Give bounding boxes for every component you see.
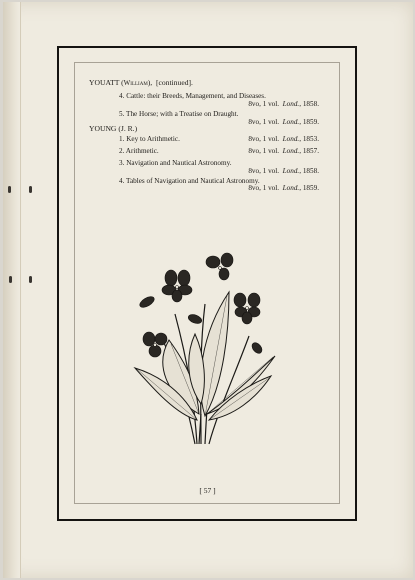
violet-flower — [206, 253, 233, 280]
entry-details: 8vo, 1 vol. Lond., 1857. — [248, 147, 319, 155]
binding-hole — [9, 276, 12, 283]
entry-details: 8vo, 1 vol. Lond., 1858. — [248, 100, 319, 108]
author-heading: YOUNG (J. R.) — [89, 124, 138, 133]
catalog-text — [0, 0, 415, 200]
entry-details: 8vo, 1 vol. Lond., 1853. — [248, 135, 319, 143]
page-number: [ 57 ] — [199, 486, 216, 495]
violet-bud — [187, 313, 203, 325]
violet-bouquet-illustration — [125, 244, 285, 454]
violet-flower — [234, 293, 260, 324]
entry-title: 5. The Horse; with a Treatise on Draught. — [119, 110, 239, 118]
entry-title: 1. Key to Arithmetic. — [119, 135, 180, 143]
entry-title: 3. Navigation and Nautical Astronomy. — [119, 159, 232, 167]
entry-details: 8vo, 1 vol. Lond., 1859. — [248, 184, 319, 192]
binding-hole — [29, 276, 32, 283]
entry-details: 8vo, 1 vol. Lond., 1858. — [248, 167, 319, 175]
violet-bud — [138, 295, 156, 310]
violet-flower — [162, 270, 192, 302]
author-heading: YOUATT (William), [continued]. — [89, 78, 193, 87]
violet-bud — [250, 341, 264, 355]
entry-details: 8vo, 1 vol. Lond., 1859. — [248, 118, 319, 126]
entry-title: 4. Tables of Navigation and Nautical Astronomy. — [119, 177, 260, 185]
entry-title: 2. Arithmetic. — [119, 147, 159, 155]
entry-title: 4. Cattle: their Breeds, Management, and Diseases. — [119, 92, 266, 100]
